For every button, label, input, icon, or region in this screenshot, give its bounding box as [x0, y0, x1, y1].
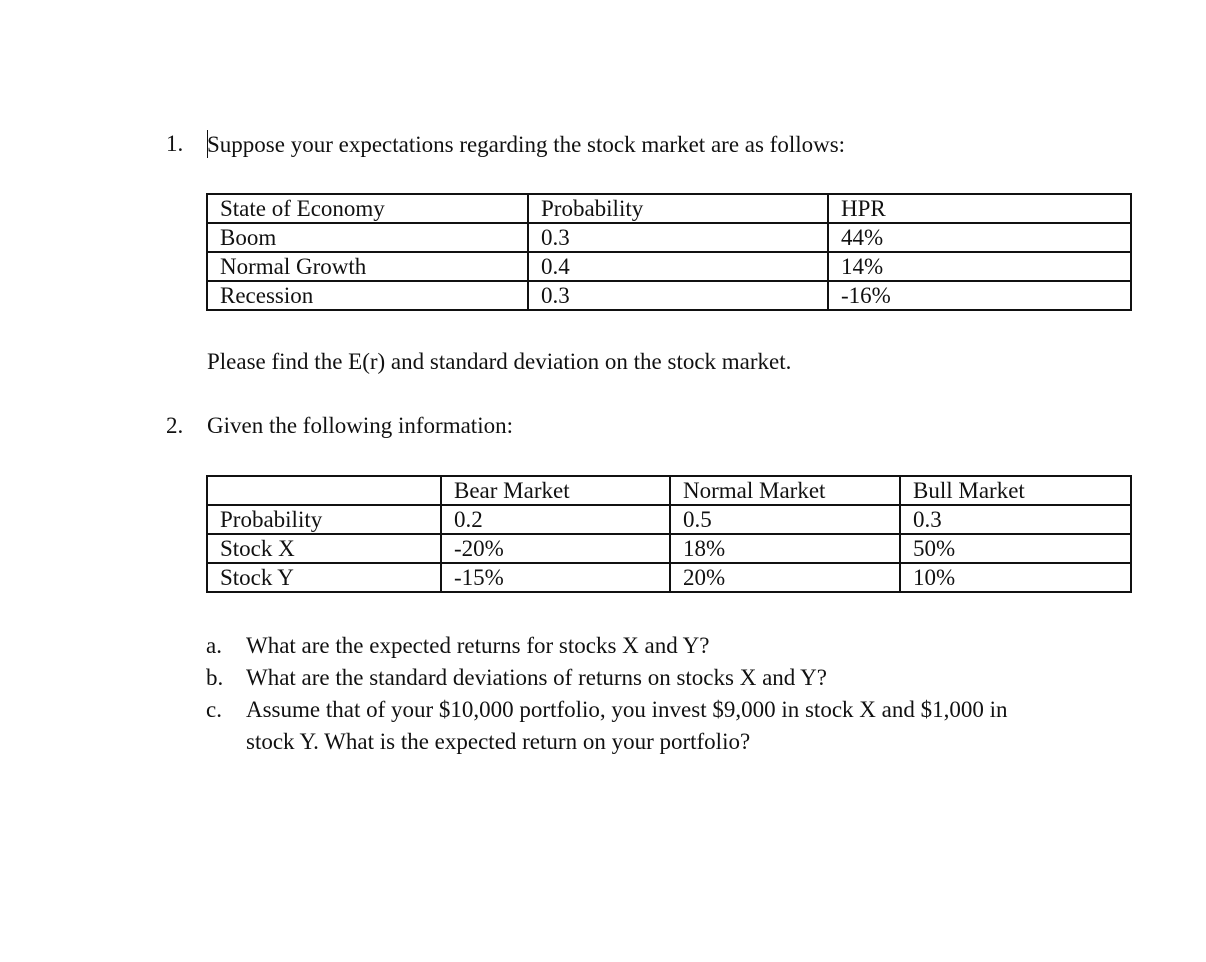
question-1-instruction: Please find the E(r) and standard deviation on the stock market. [207, 349, 792, 374]
subquestion-letter: a. [206, 633, 222, 658]
question-1-prompt-text: Suppose your expectations regarding the stock market are as follows: [207, 132, 846, 157]
subquestion-letter: b. [206, 665, 224, 690]
table-cell: Boom [207, 223, 528, 252]
table-cell: 0.5 [670, 505, 900, 534]
table-cell: Stock X [207, 534, 441, 563]
subquestion-text: What are the expected returns for stocks X and Y? [246, 633, 710, 658]
table-cell: 44% [828, 223, 1131, 252]
table-header-cell: Bear Market [441, 476, 670, 505]
table-cell: 18% [670, 534, 900, 563]
table-cell: 0.3 [900, 505, 1131, 534]
question-2-prompt: Given the following information: [207, 413, 513, 438]
table-cell: 0.2 [441, 505, 670, 534]
table-header-cell: Bull Market [900, 476, 1131, 505]
table-header-row [207, 194, 1131, 223]
subquestion-text-continued: stock Y. What is the expected return on your portfolio? [246, 729, 751, 754]
stock-market-table [206, 193, 1132, 311]
table-row [207, 534, 1131, 563]
table-cell: 10% [900, 563, 1131, 592]
table-cell: 14% [828, 252, 1131, 281]
table-cell: 0.3 [528, 223, 828, 252]
table-cell: -15% [441, 563, 670, 592]
subquestion-text: What are the standard deviations of returns on stocks X and Y? [246, 665, 827, 690]
table-cell: Normal Growth [207, 252, 528, 281]
table-row [207, 505, 1131, 534]
table-row [207, 281, 1131, 310]
table-cell: -16% [828, 281, 1131, 310]
table-header-cell [207, 476, 441, 505]
table-row [207, 563, 1131, 592]
question-1-number: 1. [166, 131, 184, 156]
table-cell: 0.3 [528, 281, 828, 310]
subquestion-text: Assume that of your $10,000 portfolio, you invest $9,000 in stock X and $1,000 in [246, 697, 1008, 722]
table-cell: Recession [207, 281, 528, 310]
table-cell: Stock Y [207, 563, 441, 592]
table-header-cell: Probability [528, 194, 828, 223]
question-2-number: 2. [166, 413, 184, 438]
table-cell: Probability [207, 505, 441, 534]
table-cell: -20% [441, 534, 670, 563]
table-cell: 20% [670, 563, 900, 592]
table-cell: 0.4 [528, 252, 828, 281]
table-row [207, 223, 1131, 252]
stock-xy-table [206, 475, 1132, 593]
table-header-cell: HPR [828, 194, 1131, 223]
table-header-row [207, 476, 1131, 505]
question-1-prompt [207, 130, 845, 159]
table-row [207, 252, 1131, 281]
table-cell: 50% [900, 534, 1131, 563]
table-header-cell: State of Economy [207, 194, 528, 223]
subquestion-letter: c. [206, 697, 222, 722]
table-header-cell: Normal Market [670, 476, 900, 505]
